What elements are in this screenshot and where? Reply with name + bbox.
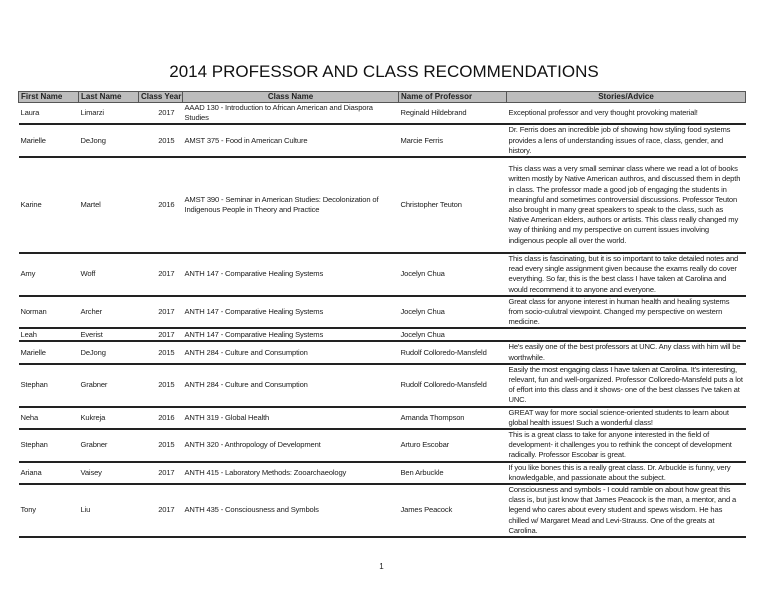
cell-professor: Jocelyn Chua [399, 296, 507, 329]
cell-last-name: DeJong [79, 124, 139, 157]
cell-last-name: Vaisey [79, 462, 139, 484]
cell-last-name: Everist [79, 328, 139, 341]
cell-class-name: AMST 375 - Food in American Culture [183, 124, 399, 157]
header-professor: Name of Professor [399, 92, 507, 103]
cell-class-year: 2015 [139, 364, 183, 407]
table-row [19, 103, 746, 125]
cell-class-year: 2017 [139, 103, 183, 125]
cell-class-name: ANTH 284 - Culture and Consumption [183, 364, 399, 407]
table-row [19, 484, 746, 537]
cell-professor: Amanda Thompson [399, 407, 507, 429]
table-body [19, 103, 746, 538]
cell-last-name: Kukreja [79, 407, 139, 429]
cell-stories: This is a great class to take for anyone interested in the field of development- it challenges you to rethink the concept of development radically. Professor Escobar is great. [507, 429, 746, 462]
cell-professor: Rudolf Colloredo-Mansfeld [399, 364, 507, 407]
cell-class-name: AAAD 130 - Introduction to African American and Diaspora Studies [183, 103, 399, 125]
cell-class-name: AMST 390 - Seminar in American Studies: Decolonization of Indigenous People in Theory and Practice [183, 157, 399, 253]
cell-class-year: 2016 [139, 157, 183, 253]
cell-professor: Reginald Hildebrand [399, 103, 507, 125]
cell-stories: Exceptional professor and very thought provoking material! [507, 103, 746, 125]
table-container [18, 91, 745, 571]
cell-professor: Ben Arbuckle [399, 462, 507, 484]
cell-professor: Christopher Teuton [399, 157, 507, 253]
cell-class-name: ANTH 319 - Global Health [183, 407, 399, 429]
cell-stories: Great class for anyone interest in human health and healing systems from socio-culutral viewpoint. Changed my perspective on western medicine. [507, 296, 746, 329]
header-last-name: Last Name [79, 92, 139, 103]
table-header [19, 92, 746, 103]
table-row [19, 341, 746, 363]
header-first-name: First Name [19, 92, 79, 103]
cell-stories: Consciousness and symbols - I could ramble on about how great this class is, but just know that James Peacock is the man, a mentor, and a legend who cares about every student and spews wisdom. He has chilled w/ Margaret Mead and Levi-Strauss. One of the greats at Carolina. [507, 484, 746, 537]
cell-professor: James Peacock [399, 484, 507, 537]
cell-class-name: ANTH 147 - Comparative Healing Systems [183, 253, 399, 296]
table-row [19, 296, 746, 329]
cell-class-name: ANTH 415 - Laboratory Methods: Zooarchaeology [183, 462, 399, 484]
table-row [19, 328, 746, 341]
cell-class-name: ANTH 147 - Comparative Healing Systems [183, 328, 399, 341]
cell-class-year: 2017 [139, 328, 183, 341]
cell-class-year: 2015 [139, 341, 183, 363]
cell-first-name: Amy [19, 253, 79, 296]
cell-last-name: DeJong [79, 341, 139, 363]
cell-stories: He's easily one of the best professors at UNC. Any class with him will be worthwhile. [507, 341, 746, 363]
cell-class-year: 2017 [139, 253, 183, 296]
cell-class-year: 2015 [139, 429, 183, 462]
cell-stories: Easily the most engaging class I have taken at Carolina. It's interesting, relevant, fun and well-organized. Professor Colloredo-Mansfeld puts a lot of effort into this class and it shows- one of the best classes I've taken at UNC. [507, 364, 746, 407]
cell-last-name: Grabner [79, 364, 139, 407]
header-class-year: Class Year [139, 92, 183, 103]
cell-first-name: Tony [19, 484, 79, 537]
cell-class-year: 2017 [139, 484, 183, 537]
cell-first-name: Stephan [19, 364, 79, 407]
cell-first-name: Norman [19, 296, 79, 329]
table-row [19, 124, 746, 157]
cell-first-name: Stephan [19, 429, 79, 462]
cell-last-name: Liu [79, 484, 139, 537]
table-row [19, 407, 746, 429]
cell-first-name: Leah [19, 328, 79, 341]
cell-first-name: Neha [19, 407, 79, 429]
recommendations-table [18, 91, 746, 538]
cell-last-name: Martel [79, 157, 139, 253]
cell-class-name: ANTH 284 - Culture and Consumption [183, 341, 399, 363]
cell-class-name: ANTH 435 - Consciousness and Symbols [183, 484, 399, 537]
table-row [19, 364, 746, 407]
cell-stories [507, 328, 746, 341]
page-number: 1 [379, 562, 384, 572]
cell-professor: Jocelyn Chua [399, 253, 507, 296]
cell-first-name: Karine [19, 157, 79, 253]
cell-professor: Rudolf Colloredo-Mansfeld [399, 341, 507, 363]
cell-class-name: ANTH 320 - Anthropology of Development [183, 429, 399, 462]
cell-first-name: Ariana [19, 462, 79, 484]
page-title: 2014 PROFESSOR AND CLASS RECOMMENDATIONS [169, 62, 599, 81]
cell-stories: GREAT way for more social science-oriented students to learn about global health issues! Such a wonderful class! [507, 407, 746, 429]
cell-first-name: Marielle [19, 341, 79, 363]
cell-stories: Dr. Ferris does an incredible job of showing how styling food systems provides a lens of understanding issues of race, class, gender, and history. [507, 124, 746, 157]
cell-first-name: Laura [19, 103, 79, 125]
header-class-name: Class Name [183, 92, 399, 103]
cell-last-name: Limarzi [79, 103, 139, 125]
header-stories: Stories/Advice [507, 92, 746, 103]
cell-professor: Arturo Escobar [399, 429, 507, 462]
cell-stories: If you like bones this is a really great class. Dr. Arbuckle is funny, very knowledgable, and passionate about the subject. [507, 462, 746, 484]
cell-professor: Jocelyn Chua [399, 328, 507, 341]
cell-class-year: 2016 [139, 407, 183, 429]
cell-first-name: Marielle [19, 124, 79, 157]
table-row [19, 462, 746, 484]
cell-class-name: ANTH 147 - Comparative Healing Systems [183, 296, 399, 329]
cell-stories: This class was a very small seminar class where we read a lot of books written mostly by Native American authros, and discussed them in depth in class. The professor made a good job of engaging the students in meaningful and sometimes controversial discussions. Professor Teuton also brought in many great speakers to speak to the class, such as Native American elders, authors or artists. This class really changed my way of thinking and my perspective on current issues involving indigenous people all over the world. [507, 157, 746, 253]
cell-stories: This class is fascinating, but it is so important to take detailed notes and read every single assignment given because the exams really do cover everything. So far, this is the best class I have taken at Carolina and would recommend it to anyone and everyone. [507, 253, 746, 296]
table-row [19, 429, 746, 462]
cell-last-name: Archer [79, 296, 139, 329]
cell-class-year: 2017 [139, 462, 183, 484]
cell-last-name: Woff [79, 253, 139, 296]
cell-class-year: 2017 [139, 296, 183, 329]
table-row [19, 157, 746, 253]
cell-last-name: Grabner [79, 429, 139, 462]
cell-class-year: 2015 [139, 124, 183, 157]
table-row [19, 253, 746, 296]
cell-professor: Marcie Ferris [399, 124, 507, 157]
